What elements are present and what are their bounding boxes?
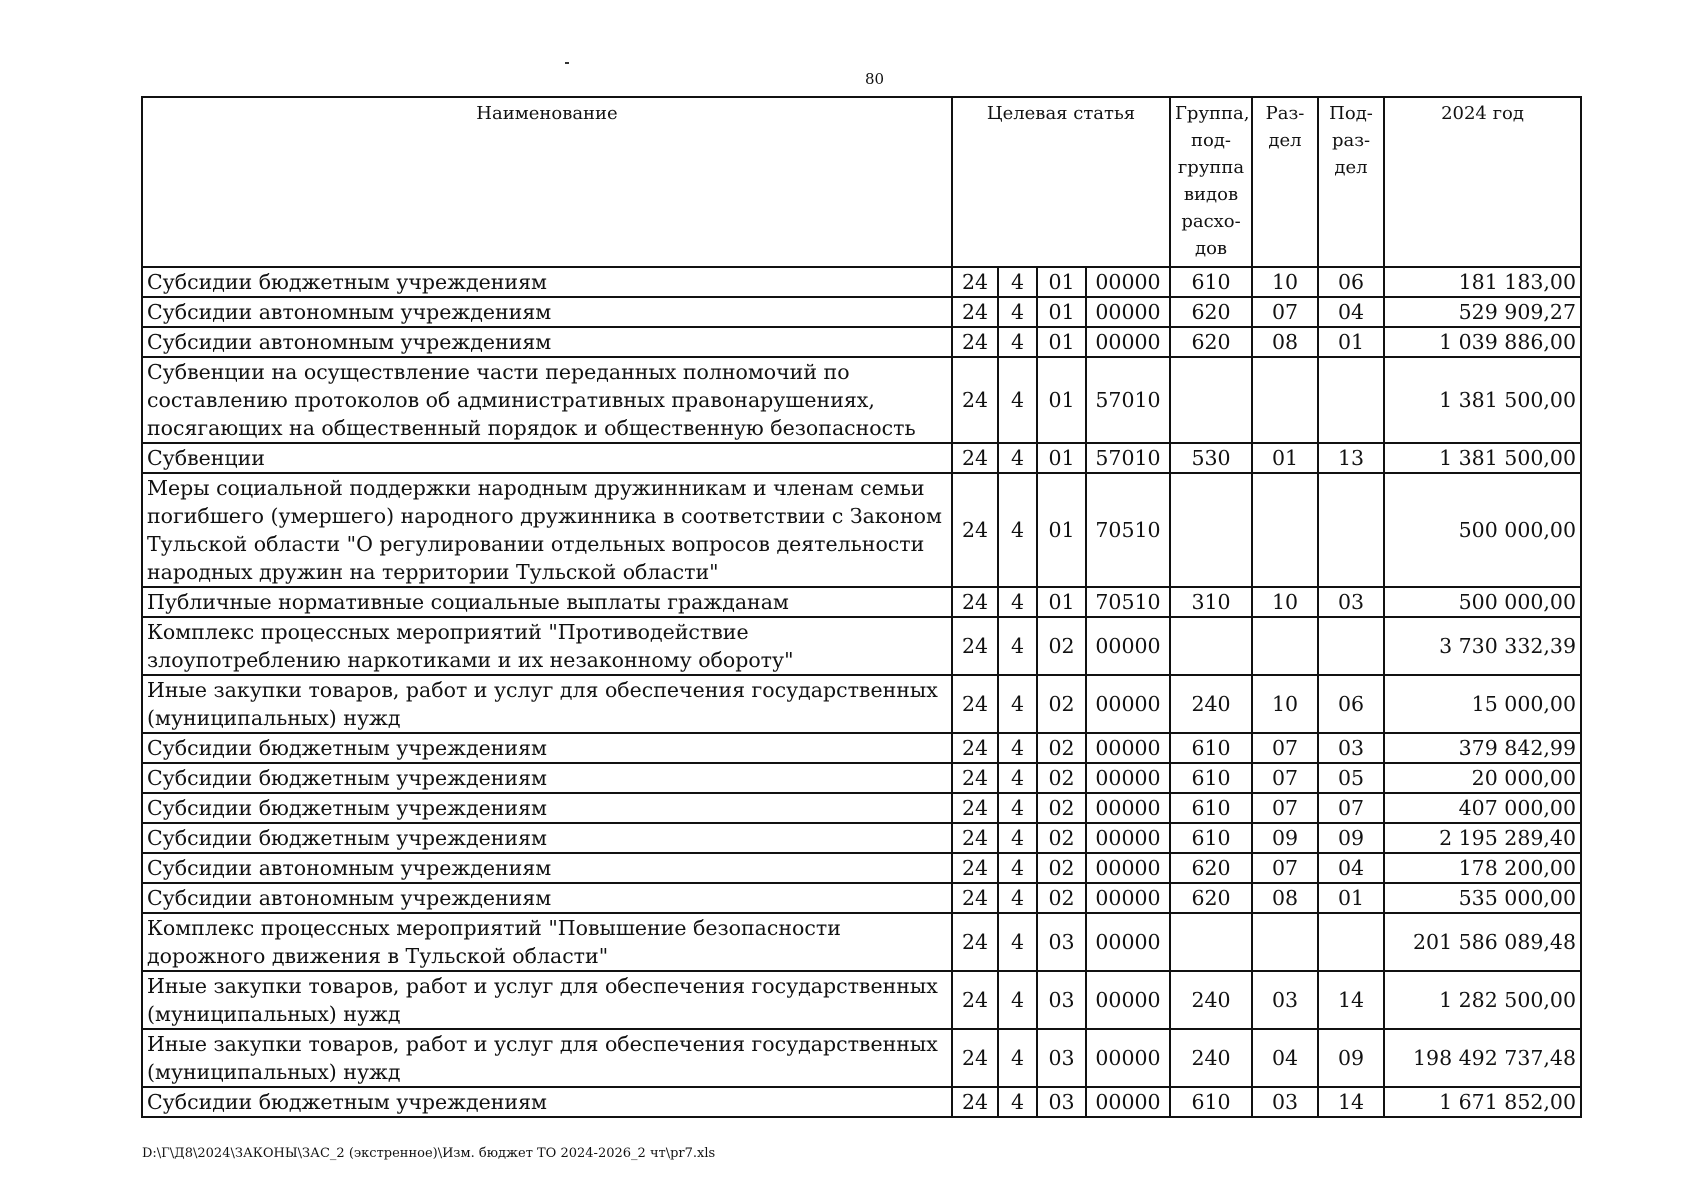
row-name: Субсидии автономным учреждениям — [142, 327, 952, 357]
expense-group: 610 — [1170, 1087, 1252, 1117]
table-row — [142, 971, 1581, 1029]
target-article-part-3: 01 — [1037, 327, 1086, 357]
table-row — [142, 675, 1581, 733]
amount-2024: 3 730 332,39 — [1384, 617, 1581, 675]
target-article-part-1: 24 — [952, 971, 998, 1029]
row-name: Субсидии бюджетным учреждениям — [142, 733, 952, 763]
row-name: Субсидии бюджетным учреждениям — [142, 267, 952, 297]
target-article-part-1: 24 — [952, 675, 998, 733]
target-article-part-4: 00000 — [1086, 733, 1170, 763]
section — [1252, 913, 1318, 971]
target-article-part-3: 01 — [1037, 587, 1086, 617]
header-subsection-line: дел — [1334, 157, 1368, 178]
header-group-line: видов — [1183, 184, 1239, 205]
target-article-part-4: 57010 — [1086, 443, 1170, 473]
target-article-part-4: 70510 — [1086, 473, 1170, 587]
amount-2024: 529 909,27 — [1384, 297, 1581, 327]
target-article-part-3: 02 — [1037, 883, 1086, 913]
section: 08 — [1252, 883, 1318, 913]
section: 07 — [1252, 297, 1318, 327]
amount-2024: 500 000,00 — [1384, 587, 1581, 617]
target-article-part-3: 01 — [1037, 443, 1086, 473]
expense-group: 240 — [1170, 1029, 1252, 1087]
amount-2024: 500 000,00 — [1384, 473, 1581, 587]
section: 10 — [1252, 675, 1318, 733]
target-article-part-1: 24 — [952, 853, 998, 883]
target-article-part-4: 00000 — [1086, 297, 1170, 327]
header-subsection-line: раз- — [1331, 130, 1371, 151]
section: 07 — [1252, 853, 1318, 883]
subsection: 04 — [1318, 297, 1384, 327]
target-article-part-1: 24 — [952, 267, 998, 297]
amount-2024: 1 671 852,00 — [1384, 1087, 1581, 1117]
row-name: Меры социальной поддержки народным дружинникам и членам семьи погибшего (умершего) народного дружинника в соответствии с Законом Тульской области "О регулировании отдельных вопросов деятельности народных дружин на территории Тульской области" — [142, 473, 952, 587]
header-section-line: Раз- — [1265, 103, 1305, 124]
target-article-part-2: 4 — [998, 357, 1037, 443]
target-article-part-2: 4 — [998, 853, 1037, 883]
target-article-part-1: 24 — [952, 617, 998, 675]
header-group-line: группа — [1177, 157, 1245, 178]
page-number: 80 — [865, 70, 885, 88]
section: 08 — [1252, 327, 1318, 357]
header-subsection-line: Под- — [1329, 103, 1373, 124]
amount-2024: 15 000,00 — [1384, 675, 1581, 733]
target-article-part-3: 02 — [1037, 617, 1086, 675]
target-article-part-3: 02 — [1037, 733, 1086, 763]
subsection — [1318, 913, 1384, 971]
target-article-part-2: 4 — [998, 1087, 1037, 1117]
target-article-part-3: 01 — [1037, 297, 1086, 327]
table-row — [142, 443, 1581, 473]
expense-group: 240 — [1170, 971, 1252, 1029]
subsection — [1318, 357, 1384, 443]
row-name: Субсидии бюджетным учреждениям — [142, 763, 952, 793]
target-article-part-2: 4 — [998, 793, 1037, 823]
section: 07 — [1252, 733, 1318, 763]
target-article-part-1: 24 — [952, 913, 998, 971]
target-article-part-1: 24 — [952, 587, 998, 617]
target-article-part-3: 01 — [1037, 267, 1086, 297]
target-article-part-4: 00000 — [1086, 1029, 1170, 1087]
subsection — [1318, 617, 1384, 675]
table-row — [142, 617, 1581, 675]
target-article-part-1: 24 — [952, 327, 998, 357]
target-article-part-1: 24 — [952, 823, 998, 853]
amount-2024: 379 842,99 — [1384, 733, 1581, 763]
header-subsection — [1318, 97, 1384, 267]
budget-table — [141, 96, 1582, 1118]
target-article-part-4: 00000 — [1086, 823, 1170, 853]
target-article-part-2: 4 — [998, 297, 1037, 327]
subsection: 06 — [1318, 675, 1384, 733]
target-article-part-3: 02 — [1037, 763, 1086, 793]
target-article-part-2: 4 — [998, 327, 1037, 357]
table-row — [142, 793, 1581, 823]
target-article-part-4: 00000 — [1086, 793, 1170, 823]
subsection: 06 — [1318, 267, 1384, 297]
expense-group — [1170, 617, 1252, 675]
section: 04 — [1252, 1029, 1318, 1087]
table-row — [142, 853, 1581, 883]
target-article-part-4: 00000 — [1086, 763, 1170, 793]
subsection: 04 — [1318, 853, 1384, 883]
amount-2024: 1 039 886,00 — [1384, 327, 1581, 357]
target-article-part-4: 00000 — [1086, 1087, 1170, 1117]
target-article-part-2: 4 — [998, 675, 1037, 733]
expense-group: 310 — [1170, 587, 1252, 617]
header-group-line: под- — [1191, 130, 1232, 151]
target-article-part-4: 00000 — [1086, 617, 1170, 675]
subsection: 09 — [1318, 823, 1384, 853]
expense-group: 610 — [1170, 793, 1252, 823]
row-name: Комплекс процессных мероприятий "Противодействие злоупотреблению наркотиками и их незаконному обороту" — [142, 617, 952, 675]
target-article-part-2: 4 — [998, 617, 1037, 675]
target-article-part-4: 57010 — [1086, 357, 1170, 443]
target-article-part-2: 4 — [998, 1029, 1037, 1087]
target-article-part-4: 00000 — [1086, 971, 1170, 1029]
amount-2024: 535 000,00 — [1384, 883, 1581, 913]
footer-file-path: D:\Г\Д8\2024\ЗАКОНЫ\ЗАС_2 (экстренное)\Изм. бюджет ТО 2024-2026_2 чт\pr7.xls — [142, 1146, 716, 1161]
table-body — [142, 267, 1581, 1117]
subsection: 01 — [1318, 327, 1384, 357]
section: 10 — [1252, 587, 1318, 617]
table-row — [142, 733, 1581, 763]
expense-group: 610 — [1170, 733, 1252, 763]
expense-group: 240 — [1170, 675, 1252, 733]
section: 07 — [1252, 763, 1318, 793]
target-article-part-1: 24 — [952, 473, 998, 587]
table-row — [142, 473, 1581, 587]
section: 03 — [1252, 971, 1318, 1029]
amount-2024: 198 492 737,48 — [1384, 1029, 1581, 1087]
target-article-part-4: 00000 — [1086, 913, 1170, 971]
row-name: Субвенции — [142, 443, 952, 473]
amount-2024: 2 195 289,40 — [1384, 823, 1581, 853]
target-article-part-3: 02 — [1037, 793, 1086, 823]
subsection: 09 — [1318, 1029, 1384, 1087]
target-article-part-3: 03 — [1037, 1087, 1086, 1117]
target-article-part-4: 00000 — [1086, 853, 1170, 883]
row-name: Субвенции на осуществление части переданных полномочий по составлению протоколов об административных правонарушениях, посягающих на общественный порядок и общественную безопасность — [142, 357, 952, 443]
target-article-part-3: 01 — [1037, 357, 1086, 443]
section: 07 — [1252, 793, 1318, 823]
target-article-part-2: 4 — [998, 733, 1037, 763]
row-name: Публичные нормативные социальные выплаты гражданам — [142, 587, 952, 617]
amount-2024: 1 381 500,00 — [1384, 443, 1581, 473]
section — [1252, 617, 1318, 675]
expense-group: 620 — [1170, 853, 1252, 883]
section: 03 — [1252, 1087, 1318, 1117]
table-row — [142, 587, 1581, 617]
row-name: Иные закупки товаров, работ и услуг для обеспечения государственных (муниципальных) нужд — [142, 1029, 952, 1087]
target-article-part-1: 24 — [952, 763, 998, 793]
expense-group: 610 — [1170, 763, 1252, 793]
target-article-part-2: 4 — [998, 267, 1037, 297]
expense-group — [1170, 473, 1252, 587]
target-article-part-1: 24 — [952, 297, 998, 327]
header-section — [1252, 97, 1318, 267]
subsection — [1318, 473, 1384, 587]
target-article-part-2: 4 — [998, 763, 1037, 793]
amount-2024: 407 000,00 — [1384, 793, 1581, 823]
target-article-part-4: 00000 — [1086, 883, 1170, 913]
target-article-part-1: 24 — [952, 793, 998, 823]
section: 10 — [1252, 267, 1318, 297]
amount-2024: 20 000,00 — [1384, 763, 1581, 793]
subsection: 14 — [1318, 1087, 1384, 1117]
header-group-line: дов — [1194, 238, 1228, 259]
target-article-part-1: 24 — [952, 1029, 998, 1087]
section — [1252, 357, 1318, 443]
subsection: 03 — [1318, 733, 1384, 763]
section — [1252, 473, 1318, 587]
subsection: 05 — [1318, 763, 1384, 793]
subsection: 13 — [1318, 443, 1384, 473]
row-name: Иные закупки товаров, работ и услуг для обеспечения государственных (муниципальных) нужд — [142, 971, 952, 1029]
row-name: Субсидии бюджетным учреждениям — [142, 793, 952, 823]
table-row — [142, 1029, 1581, 1087]
table-row — [142, 823, 1581, 853]
subsection: 03 — [1318, 587, 1384, 617]
subsection: 14 — [1318, 971, 1384, 1029]
target-article-part-2: 4 — [998, 971, 1037, 1029]
expense-group — [1170, 913, 1252, 971]
table-row — [142, 883, 1581, 913]
amount-2024: 201 586 089,48 — [1384, 913, 1581, 971]
target-article-part-1: 24 — [952, 1087, 998, 1117]
target-article-part-2: 4 — [998, 443, 1037, 473]
expense-group — [1170, 357, 1252, 443]
target-article-part-4: 00000 — [1086, 327, 1170, 357]
table-row — [142, 913, 1581, 971]
expense-group: 610 — [1170, 823, 1252, 853]
target-article-part-3: 02 — [1037, 853, 1086, 883]
amount-2024: 1 282 500,00 — [1384, 971, 1581, 1029]
amount-2024: 1 381 500,00 — [1384, 357, 1581, 443]
table-header-row — [142, 97, 1581, 267]
header-section-line: дел — [1268, 130, 1302, 151]
target-article-part-3: 01 — [1037, 473, 1086, 587]
row-name: Субсидии бюджетным учреждениям — [142, 823, 952, 853]
target-article-part-3: 03 — [1037, 913, 1086, 971]
scan-mark — [565, 62, 569, 64]
target-article-part-1: 24 — [952, 443, 998, 473]
row-name: Комплекс процессных мероприятий "Повышение безопасности дорожного движения в Тульской области" — [142, 913, 952, 971]
subsection: 01 — [1318, 883, 1384, 913]
target-article-part-4: 00000 — [1086, 675, 1170, 733]
section: 09 — [1252, 823, 1318, 853]
target-article-part-2: 4 — [998, 823, 1037, 853]
target-article-part-3: 03 — [1037, 1029, 1086, 1087]
row-name: Субсидии автономным учреждениям — [142, 853, 952, 883]
row-name: Иные закупки товаров, работ и услуг для обеспечения государственных (муниципальных) нужд — [142, 675, 952, 733]
table-row — [142, 357, 1581, 443]
expense-group: 620 — [1170, 883, 1252, 913]
row-name: Субсидии бюджетным учреждениям — [142, 1087, 952, 1117]
expense-group: 620 — [1170, 297, 1252, 327]
target-article-part-3: 03 — [1037, 971, 1086, 1029]
expense-group: 610 — [1170, 267, 1252, 297]
target-article-part-2: 4 — [998, 587, 1037, 617]
table-row — [142, 327, 1581, 357]
expense-group: 530 — [1170, 443, 1252, 473]
subsection: 07 — [1318, 793, 1384, 823]
target-article-part-1: 24 — [952, 357, 998, 443]
target-article-part-4: 70510 — [1086, 587, 1170, 617]
target-article-part-3: 02 — [1037, 823, 1086, 853]
section: 01 — [1252, 443, 1318, 473]
header-group-line: Группа, — [1175, 103, 1250, 124]
header-group — [1170, 97, 1252, 267]
target-article-part-1: 24 — [952, 883, 998, 913]
table-row — [142, 297, 1581, 327]
target-article-part-4: 00000 — [1086, 267, 1170, 297]
expense-group: 620 — [1170, 327, 1252, 357]
target-article-part-1: 24 — [952, 733, 998, 763]
target-article-part-2: 4 — [998, 883, 1037, 913]
target-article-part-2: 4 — [998, 473, 1037, 587]
row-name: Субсидии автономным учреждениям — [142, 297, 952, 327]
target-article-part-2: 4 — [998, 913, 1037, 971]
row-name: Субсидии автономным учреждениям — [142, 883, 952, 913]
table-row — [142, 267, 1581, 297]
table-row — [142, 1087, 1581, 1117]
table-row — [142, 763, 1581, 793]
amount-2024: 178 200,00 — [1384, 853, 1581, 883]
header-target-article: Целевая статья — [952, 97, 1170, 267]
amount-2024: 181 183,00 — [1384, 267, 1581, 297]
header-name: Наименование — [142, 97, 952, 267]
header-year: 2024 год — [1384, 97, 1581, 267]
header-group-line: расхо- — [1181, 211, 1241, 232]
target-article-part-3: 02 — [1037, 675, 1086, 733]
